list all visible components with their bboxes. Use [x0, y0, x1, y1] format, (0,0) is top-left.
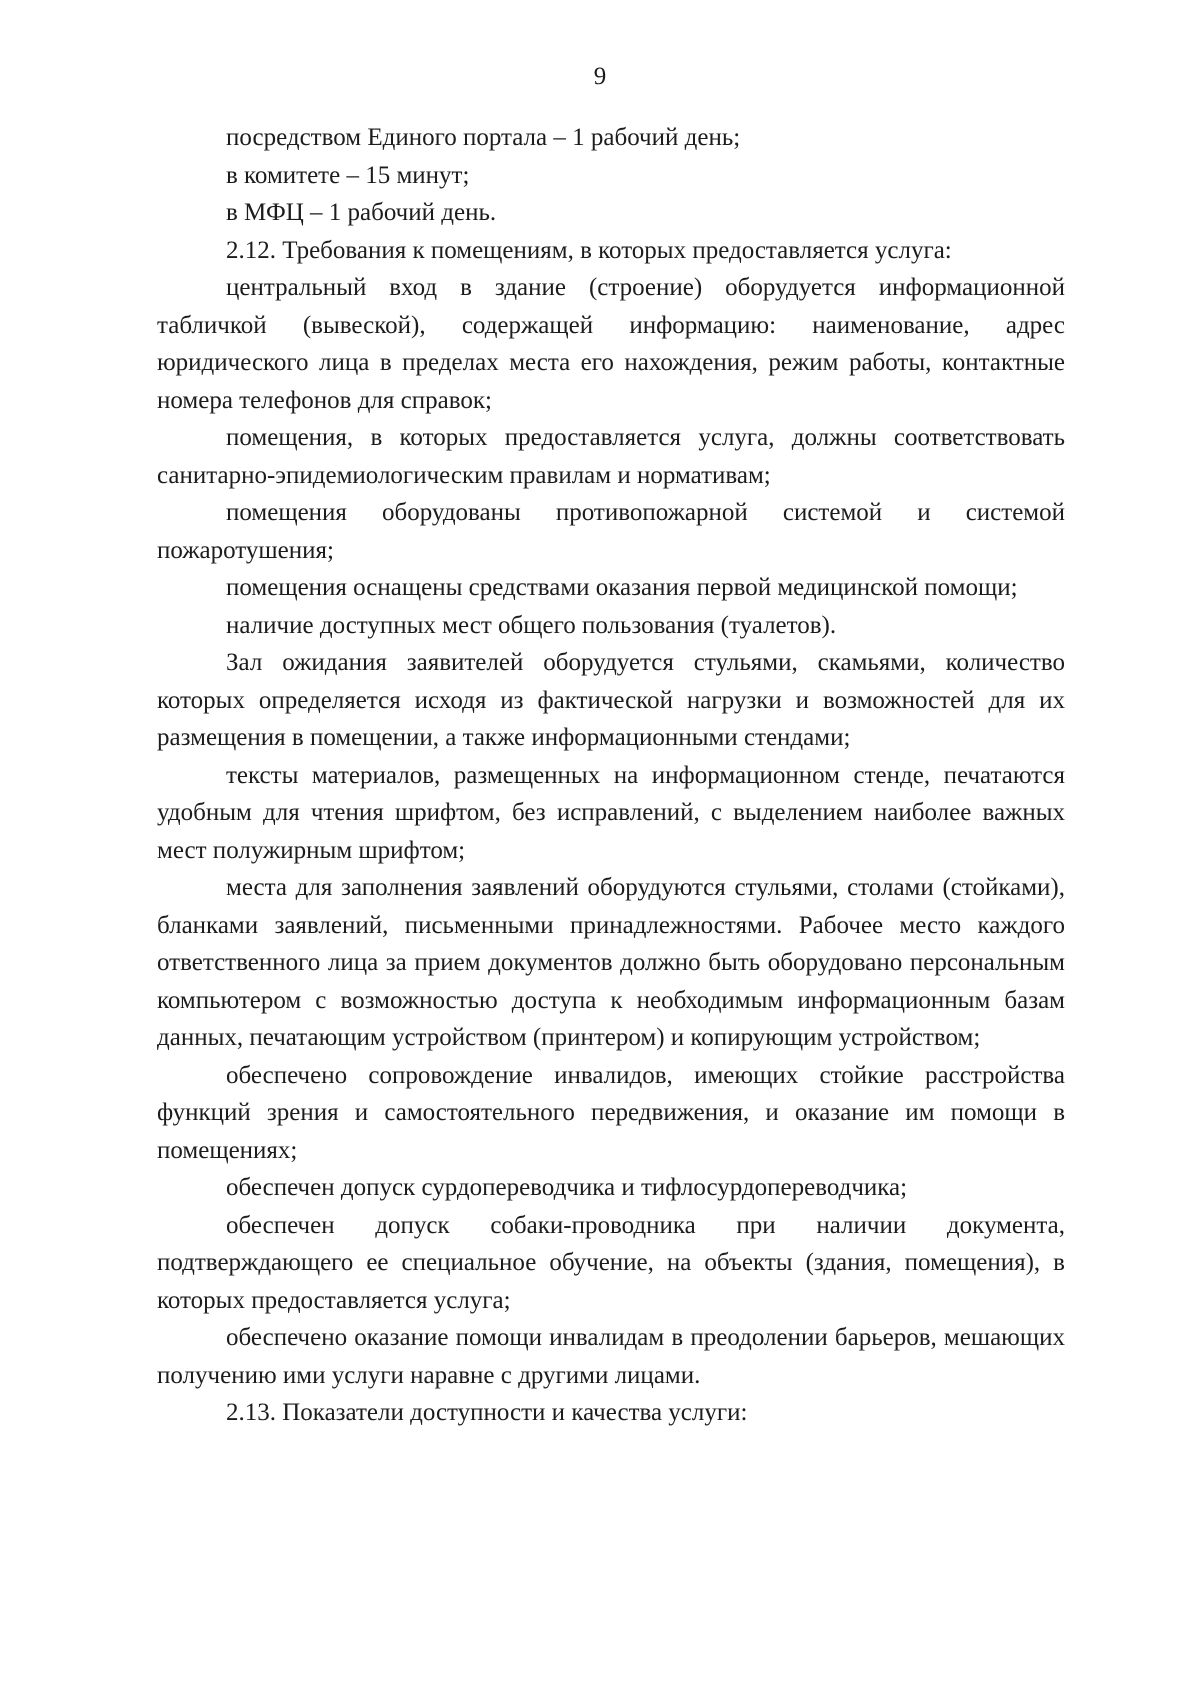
paragraph-sanitary-rules: помещения, в которых предоставляется услуга, должны соответствовать санитарно-эпидемиологическим правилам и нормативам; [157, 424, 1065, 489]
paragraph-fire-system: помещения оборудованы противопожарной системой и системой пожаротушения; [157, 499, 1065, 564]
paragraph-guide-dog: обеспечен допуск собаки-проводника при наличии документа, подтверждающего ее специальное обучение, на объекты (здания, помещения), в которых предоставляется услуга; [157, 1211, 1065, 1314]
page-number: 9 [593, 63, 607, 90]
section-heading-2-13: 2.13. Показатели доступности и качества услуги: [226, 1399, 748, 1426]
paragraph-stand-texts: тексты материалов, размещенных на информационном стенде, печатаются удобным для чтения шрифтом, без исправлений, с выделением наиболее важных мест полужирным шрифтом; [157, 761, 1065, 864]
section-heading-2-12: 2.12. Требования к помещениям, в которых предоставляется услуга: [226, 236, 952, 264]
document-body [157, 119, 1065, 1432]
paragraph-disabled-escort: обеспечено сопровождение инвалидов, имеющих стойкие расстройства функций зрения и самостоятельного передвижения, и оказание им помощи в помещениях; [157, 1061, 1065, 1164]
paragraph-sign-interpreter: обеспечен допуск сурдопереводчика и тифлосурдопереводчика; [226, 1174, 908, 1201]
paragraph-committee-time: в комитете – 15 минут; [226, 161, 470, 189]
paragraph-restrooms: наличие доступных мест общего пользования (туалетов). [226, 611, 837, 639]
paragraph-application-places: места для заполнения заявлений оборудуются стульями, столами (стойками), бланками заявлений, письменными принадлежностями. Рабочее место каждого ответственного лица за прием документов должно быть оборудовано персональным компьютером с возможностью доступа к необходимым информационным базам данных, печатающим устройством (принтером) и копирующим устройством; [157, 874, 1065, 1051]
paragraph-waiting-hall: Зал ожидания заявителей оборудуется стульями, скамьями, количество которых определяется исходя из фактической нагрузки и возможностей для их размещения в помещении, а также информационными стендами; [157, 649, 1065, 751]
paragraph-portal-time: посредством Единого портала – 1 рабочий день; [226, 124, 741, 151]
paragraph-entrance-sign: центральный вход в здание (строение) оборудуется информационной табличкой (вывеской), содержащей информацию: наименование, адрес юридического лица в пределах места его нахождения, режим работы, контактные номера телефонов для справок; [157, 274, 1065, 414]
paragraph-first-aid: помещения оснащены средствами оказания первой медицинской помощи; [226, 574, 1018, 601]
paragraph-barriers-help: обеспечено оказание помощи инвалидам в преодолении барьеров, мешающих получению ими услуги наравне с другими лицами. [157, 1324, 1065, 1389]
paragraph-mfc-time: в МФЦ – 1 рабочий день. [226, 199, 497, 226]
